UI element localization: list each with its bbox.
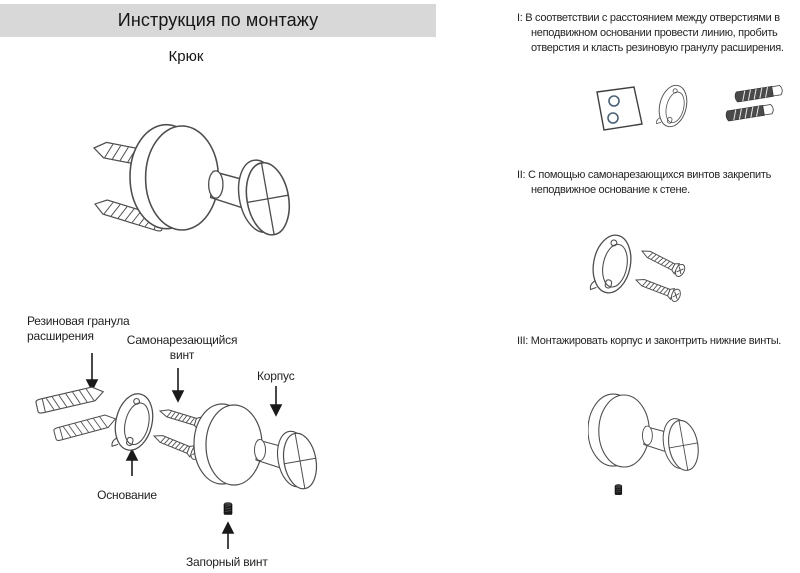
label-base: Основание [97, 488, 157, 502]
arrow-down-icon [173, 391, 183, 401]
page-title: Инструкция по монтажу [117, 10, 319, 30]
product-name: Крюк [168, 48, 204, 65]
wall-plug-drawing [35, 385, 104, 414]
screw-drawing [634, 274, 682, 303]
locking-screw-drawing [224, 502, 232, 514]
base-ring-drawing [655, 82, 691, 129]
step-3-text: III: Монтажировать корпус и законтрить нижние винты. [517, 335, 782, 347]
arrow-up-icon [127, 450, 137, 460]
wall-plug-drawing [53, 413, 117, 442]
label-expansion-plug: Резиновая гранула расширения [27, 314, 130, 343]
screw-drawing [639, 245, 687, 278]
hook-body-drawing [588, 394, 702, 473]
step3-drawing [588, 388, 718, 503]
wall-plug-drawing [725, 104, 774, 121]
base-ring-drawing [588, 232, 635, 296]
arrow-up-icon [223, 523, 233, 533]
step1-drawing [585, 80, 790, 150]
hook-body-drawing [130, 125, 295, 239]
base-ring-drawing [110, 390, 158, 454]
hook-body-drawing [194, 404, 321, 491]
wall-plug-drawing [734, 85, 783, 102]
step-1-text: I: В соответствии с расстоянием между отверстиями в неподвижном основании провести линию, пробить отверстия и класть резиновую гранулу расширения. [517, 12, 784, 54]
wall-plate-drawing [597, 87, 642, 130]
label-body: Корпус [257, 369, 295, 383]
label-self-tapping-screw: Самонарезающийся винт [126, 333, 238, 362]
assembled-hook-drawing [82, 112, 312, 262]
label-locking-screw: Запорный винт [186, 555, 268, 569]
title-band [0, 4, 436, 37]
step-2-text: II: С помощью самонарезающихся винтов закрепить неподвижное основание к стене. [517, 169, 772, 196]
locking-screw-drawing [615, 484, 622, 494]
arrow-down-icon [271, 405, 281, 415]
step2-drawing [585, 225, 720, 330]
